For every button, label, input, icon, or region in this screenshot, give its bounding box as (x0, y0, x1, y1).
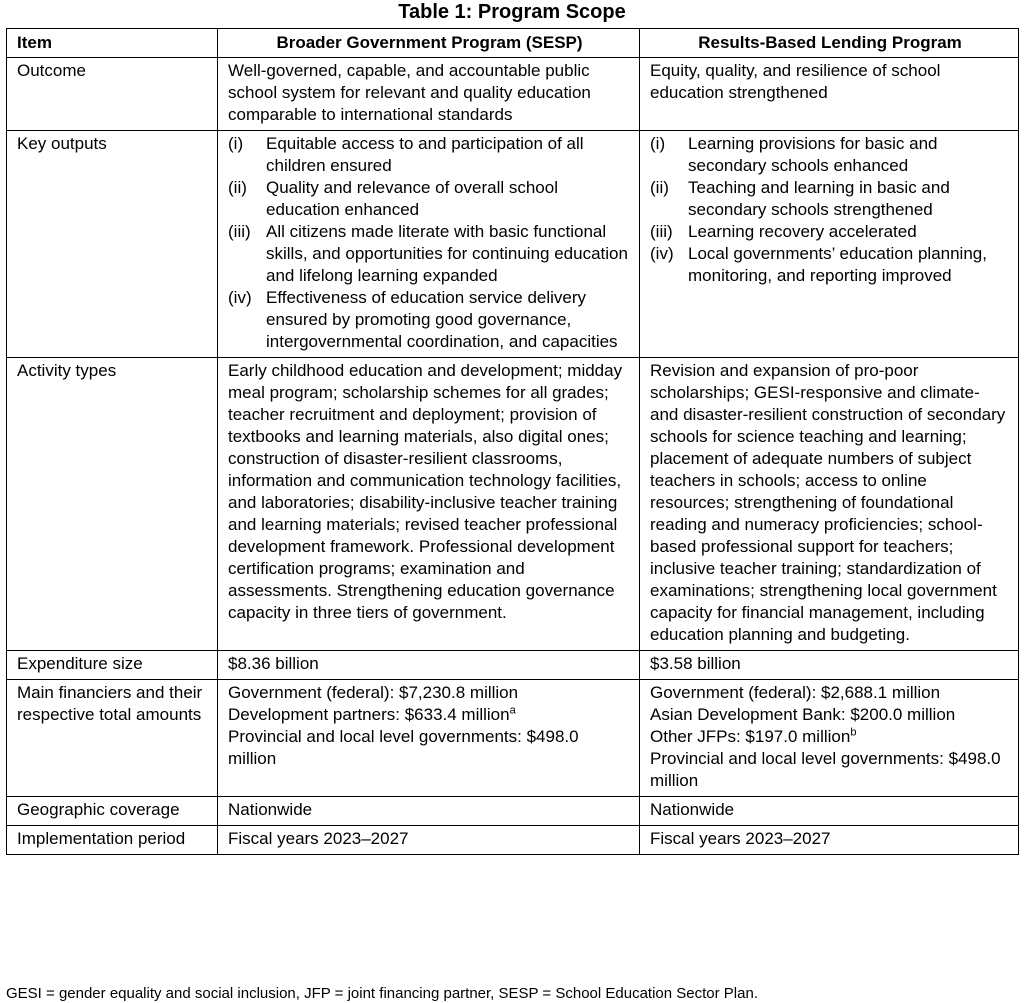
list-item (650, 243, 1010, 287)
list-item (228, 221, 631, 287)
header-row (7, 29, 1019, 58)
outputs-rbl-list (650, 133, 1010, 287)
financiers-sesp (218, 680, 640, 797)
financier-federal: Government (federal): $2,688.1 million (650, 683, 941, 702)
footnote-marker: a (509, 704, 516, 717)
list-item-number: (ii) (650, 178, 669, 197)
financier-provincial: Provincial and local level governments: $498.0 million (228, 727, 579, 768)
header-sesp: Broader Government Program (SESP) (218, 29, 640, 58)
list-item-text: Learning recovery accelerated (688, 222, 917, 241)
list-item (228, 133, 631, 177)
financier-adb: Asian Development Bank: $200.0 million (650, 705, 956, 724)
financier-jfp-line (650, 726, 1010, 748)
list-item (228, 177, 631, 221)
outputs-rbl (640, 131, 1019, 358)
financier-partners: Development partners: $633.4 million (228, 705, 510, 724)
list-item-number: (iii) (650, 222, 673, 241)
list-item (650, 177, 1010, 221)
list-item-number: (i) (650, 134, 666, 153)
outcome-label: Outcome (7, 58, 218, 131)
row-geographic-coverage (7, 797, 1019, 826)
list-item (650, 133, 1010, 177)
list-item-text: Effectiveness of education service delivery ensured by promoting good governance, intergovernmental coordination, and capacities (266, 288, 618, 351)
header-rbl: Results-Based Lending Program (640, 29, 1019, 58)
expenditure-sesp: $8.36 billion (218, 651, 640, 680)
row-activity-types (7, 358, 1019, 651)
outputs-sesp-list (228, 133, 631, 353)
period-label: Implementation period (7, 826, 218, 855)
outputs-sesp (218, 131, 640, 358)
list-item-text: Quality and relevance of overall school education enhanced (266, 178, 558, 219)
program-scope-table (6, 28, 1019, 855)
list-item-number: (i) (228, 134, 244, 153)
header-item: Item (7, 29, 218, 58)
financier-partners-line (228, 704, 631, 726)
period-sesp: Fiscal years 2023–2027 (218, 826, 640, 855)
table-title: Table 1: Program Scope (398, 1, 626, 23)
row-implementation-period (7, 826, 1019, 855)
list-item-text: Teaching and learning in basic and secondary schools strengthened (688, 178, 950, 219)
outcome-sesp: Well-governed, capable, and accountable public school system for relevant and quality education comparable to international standards (218, 58, 640, 131)
list-item-text: Equitable access to and participation of all children ensured (266, 134, 584, 175)
table-footnote: GESI = gender equality and social inclusion, JFP = joint financing partner, SESP = School Education Sector Plan. (6, 985, 758, 1002)
list-item (650, 221, 1010, 243)
financiers-rbl (640, 680, 1019, 797)
row-main-financiers (7, 680, 1019, 797)
financier-federal: Government (federal): $7,230.8 million (228, 683, 519, 702)
coverage-rbl: Nationwide (640, 797, 1019, 826)
period-rbl: Fiscal years 2023–2027 (640, 826, 1019, 855)
outcome-rbl: Equity, quality, and resilience of school education strengthened (640, 58, 1019, 131)
list-item (228, 287, 631, 353)
row-expenditure-size (7, 651, 1019, 680)
activities-rbl: Revision and expansion of pro-poor scholarships; GESI-responsive and climate- and disaster-resilient construction of secondary schools for science teaching and learning; placement of adequate numbers of subject teachers in schools; access to online resources; strengthening of foundational reading and numeracy proficiencies; school-based professional support for teachers; inclusive teacher training; standardization of examinations; strengthening local government capacity for financial management, including education planning and budgeting. (640, 358, 1019, 651)
expenditure-rbl: $3.58 billion (640, 651, 1019, 680)
expenditure-label: Expenditure size (7, 651, 218, 680)
list-item-number: (iv) (228, 288, 252, 307)
activities-label: Activity types (7, 358, 218, 651)
row-key-outputs (7, 131, 1019, 358)
list-item-text: Local governments’ education planning, monitoring, and reporting improved (688, 244, 987, 285)
footnote-marker: b (850, 726, 857, 739)
outputs-label: Key outputs (7, 131, 218, 358)
financier-provincial: Provincial and local level governments: $498.0 million (650, 749, 1001, 790)
list-item-number: (ii) (228, 178, 247, 197)
activities-sesp: Early childhood education and development; midday meal program; scholarship schemes for all grades; teacher recruitment and deployment; provision of textbooks and learning materials, also digital ones; construction of disaster-resilient classrooms, information and communication technology facilities, and laboratories; disability-inclusive teacher training and learning materials; revised teacher professional development framework. Professional development certification programs; examination and assessments. Strengthening education governance capacity in three tiers of government. (218, 358, 640, 651)
row-outcome (7, 58, 1019, 131)
list-item-text: Learning provisions for basic and secondary schools enhanced (688, 134, 938, 175)
coverage-sesp: Nationwide (218, 797, 640, 826)
list-item-text: All citizens made literate with basic functional skills, and opportunities for continuing education and lifelong learning expanded (266, 222, 628, 285)
list-item-number: (iii) (228, 222, 251, 241)
list-item-number: (iv) (650, 244, 674, 263)
financier-jfp: Other JFPs: $197.0 million (650, 727, 851, 746)
coverage-label: Geographic coverage (7, 797, 218, 826)
financiers-label: Main financiers and their respective total amounts (7, 680, 218, 797)
